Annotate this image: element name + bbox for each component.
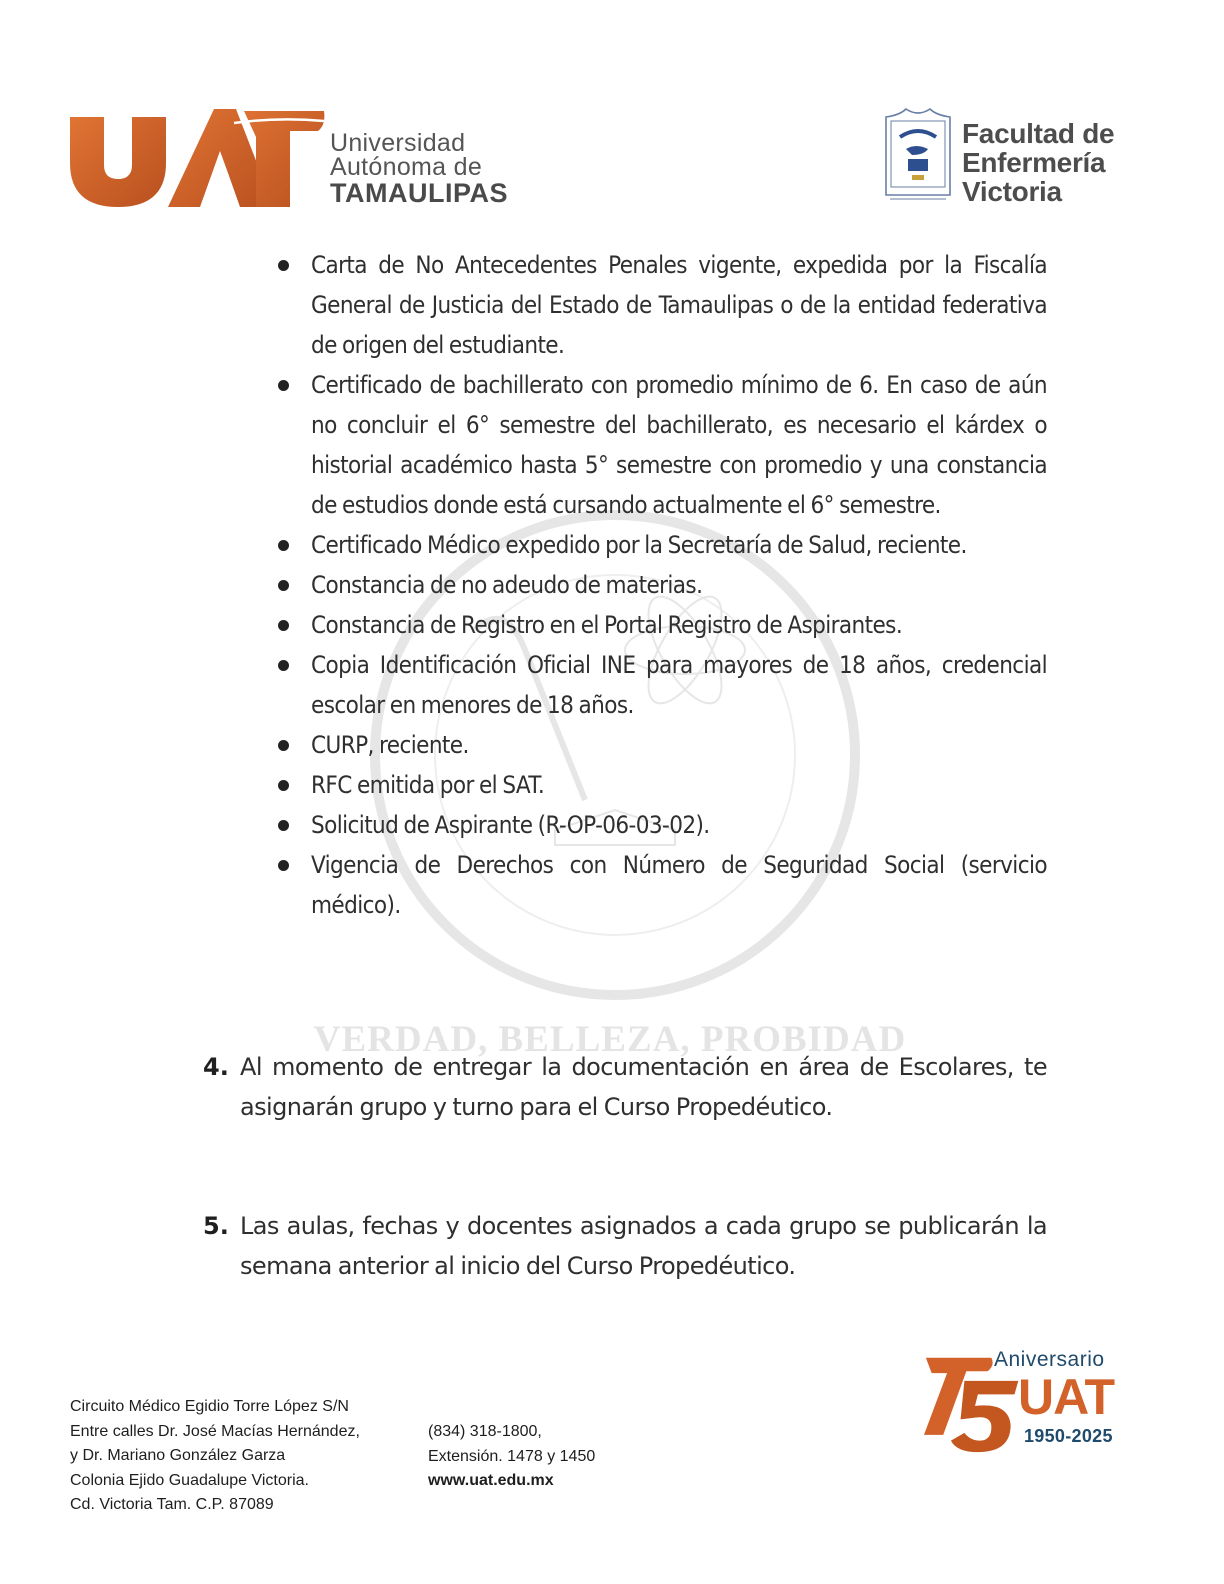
bullet-icon — [278, 380, 289, 391]
list-item — [277, 245, 1047, 365]
list-item — [277, 645, 1047, 725]
address-line: Colonia Ejido Guadalupe Victoria. — [70, 1471, 309, 1489]
list-item — [277, 365, 1047, 525]
uat-logo-line2: Autónoma de — [330, 153, 483, 181]
address-line: Entre calles Dr. José Macías Hernández, — [70, 1422, 360, 1440]
requirements-list — [277, 245, 1047, 925]
watermark-motto: VERDAD, BELLEZA, PROBIDAD — [313, 1019, 907, 1060]
bullet-icon — [278, 660, 289, 671]
uat-monogram-icon — [68, 103, 328, 209]
website-link[interactable]: www.uat.edu.mx — [428, 1472, 554, 1489]
bullet-icon — [278, 780, 289, 791]
footer-contact — [428, 1420, 595, 1494]
requirement-text: Constancia de no adeudo de materias. — [311, 571, 703, 599]
bullet-icon — [278, 860, 289, 871]
requirement-text: Carta de No Antecedentes Penales vigente, expedida por la Fiscalía General de Justicia del Estado de Tamaulipas o de la entidad federativa de origen del estudiante. — [311, 251, 1047, 359]
anniversary-years: 1950-2025 — [1024, 1426, 1113, 1446]
address-line: Circuito Médico Egidio Torre López S/N — [70, 1398, 349, 1415]
list-item — [277, 605, 1047, 645]
bullet-icon — [278, 820, 289, 831]
requirement-text: Certificado Médico expedido por la Secretaría de Salud, reciente. — [311, 531, 967, 559]
faculty-logo — [878, 105, 1148, 213]
uat-logo — [68, 103, 548, 213]
step-5 — [203, 1206, 1047, 1286]
list-item — [277, 525, 1047, 565]
faculty-logo-line3: Victoria — [962, 176, 1062, 207]
list-item — [277, 845, 1047, 925]
requirement-text: Certificado de bachillerato con promedio mínimo de 6. En caso de aún no concluir el 6° semestre del bachillerato, es necesario el kárdex o historial académico hasta 5° semestre con promedio y una constancia de estudios donde está cursando actualmente el 6° semestre. — [311, 371, 1047, 519]
bullet-icon — [278, 740, 289, 751]
step-number: 5. — [203, 1212, 229, 1240]
step-number: 4. — [203, 1053, 229, 1081]
faculty-seal-icon — [880, 107, 956, 205]
list-item — [277, 765, 1047, 805]
requirement-text: RFC emitida por el SAT. — [311, 771, 545, 799]
uat-logo-line3: TAMAULIPAS — [330, 178, 508, 208]
phone-number: (834) 318-1800, — [428, 1423, 542, 1440]
address-line: Cd. Victoria Tam. C.P. 87089 — [70, 1496, 274, 1513]
phone-extension: Extensión. 1478 y 1450 — [428, 1447, 596, 1465]
anniversary-uat: UAT — [1018, 1369, 1115, 1425]
step-4 — [203, 1047, 1047, 1127]
requirement-text: CURP, reciente. — [311, 731, 469, 759]
list-item — [277, 805, 1047, 845]
faculty-logo-line2: Enfermería — [962, 147, 1106, 178]
bullet-icon — [278, 620, 289, 631]
step-text: Las aulas, fechas y docentes asignados a cada grupo se publicarán la semana anterior al inicio del Curso Propedéutico. — [240, 1212, 1047, 1280]
requirement-text: Copia Identificación Oficial INE para mayores de 18 años, credencial escolar en menores de 18 años. — [311, 651, 1047, 719]
list-item — [277, 725, 1047, 765]
anniversary-word: Aniversario — [994, 1348, 1105, 1371]
requirement-text: Constancia de Registro en el Portal Registro de Aspirantes. — [311, 611, 903, 639]
requirement-text: Vigencia de Derechos con Número de Seguridad Social (servicio médico). — [311, 851, 1047, 919]
bullet-icon — [278, 580, 289, 591]
list-item — [277, 565, 1047, 605]
faculty-logo-line1: Facultad de — [962, 118, 1115, 149]
step-text: Al momento de entregar la documentación en área de Escolares, te asignarán grupo y turno para el Curso Propedéutico. — [240, 1053, 1047, 1121]
footer-address — [70, 1395, 360, 1518]
uat-logo-line1: Universidad — [330, 129, 466, 157]
bullet-icon — [278, 540, 289, 551]
anniversary-logo — [920, 1348, 1145, 1456]
bullet-icon — [278, 260, 289, 271]
address-line: y Dr. Mariano González Garza — [70, 1447, 286, 1464]
requirement-text: Solicitud de Aspirante (R-OP-06-03-02). — [311, 811, 710, 839]
